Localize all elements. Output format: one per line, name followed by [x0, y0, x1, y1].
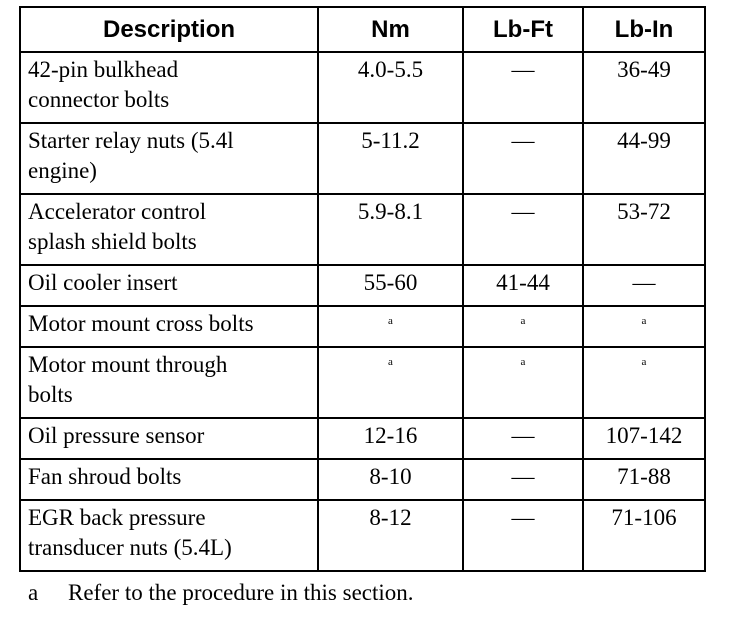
cell-lb-ft: — — [463, 52, 583, 123]
footnote-text: Refer to the procedure in this section. — [68, 580, 414, 605]
cell-lb-ft: — — [463, 418, 583, 459]
table-row — [20, 418, 705, 459]
cell-nm — [318, 347, 463, 418]
cell-lb-in — [583, 306, 705, 347]
footnote — [28, 578, 414, 608]
cell-lb-ft: — — [463, 123, 583, 194]
cell-lb-ft: 41-44 — [463, 265, 583, 306]
table-row — [20, 123, 705, 194]
table-header-row — [20, 7, 705, 52]
cell-description: 42-pin bulkhead connector bolts — [20, 52, 318, 123]
cell-nm: 5.9-8.1 — [318, 194, 463, 265]
cell-description: Fan shroud bolts — [20, 459, 318, 500]
cell-lb-ft: — — [463, 500, 583, 571]
cell-lb-in: 36-49 — [583, 52, 705, 123]
footnote-marker: a — [28, 580, 39, 605]
cell-lb-ft: — — [463, 459, 583, 500]
cell-lb-ft: — — [463, 194, 583, 265]
header-nm: Nm — [318, 7, 463, 52]
cell-lb-ft — [463, 347, 583, 418]
cell-lb-in: — — [583, 265, 705, 306]
footnote-ref: a — [641, 315, 647, 327]
cell-lb-in: 44-99 — [583, 123, 705, 194]
cell-description: Oil pressure sensor — [20, 418, 318, 459]
cell-nm: 55-60 — [318, 265, 463, 306]
cell-nm: 4.0-5.5 — [318, 52, 463, 123]
footnote-ref: a — [388, 315, 393, 327]
torque-spec-table — [19, 6, 706, 572]
cell-nm: 8-10 — [318, 459, 463, 500]
cell-description: Motor mount through bolts — [20, 347, 318, 418]
table-row — [20, 194, 705, 265]
cell-nm — [318, 306, 463, 347]
cell-nm: 5-11.2 — [318, 123, 463, 194]
cell-description: EGR back pressure transducer nuts (5.4L) — [20, 500, 318, 571]
header-lb-ft: Lb-Ft — [463, 7, 583, 52]
table-row — [20, 500, 705, 571]
footnote-ref: a — [641, 356, 647, 368]
table-row — [20, 347, 705, 418]
footnote-ref: a — [388, 356, 393, 368]
table-row — [20, 306, 705, 347]
header-description: Description — [20, 7, 318, 52]
torque-spec-table-container — [19, 6, 706, 572]
cell-lb-ft — [463, 306, 583, 347]
cell-nm: 8-12 — [318, 500, 463, 571]
cell-description: Oil cooler insert — [20, 265, 318, 306]
cell-description: Motor mount cross bolts — [20, 306, 318, 347]
footnote-ref: a — [520, 315, 526, 327]
cell-lb-in: 71-106 — [583, 500, 705, 571]
cell-lb-in — [583, 347, 705, 418]
footnote-ref: a — [520, 356, 526, 368]
cell-lb-in: 71-88 — [583, 459, 705, 500]
table-row — [20, 459, 705, 500]
cell-description: Accelerator control splash shield bolts — [20, 194, 318, 265]
cell-description: Starter relay nuts (5.4l engine) — [20, 123, 318, 194]
cell-lb-in: 53-72 — [583, 194, 705, 265]
header-lb-in: Lb-In — [583, 7, 705, 52]
cell-lb-in: 107-142 — [583, 418, 705, 459]
table-row — [20, 265, 705, 306]
cell-nm: 12-16 — [318, 418, 463, 459]
table-row — [20, 52, 705, 123]
